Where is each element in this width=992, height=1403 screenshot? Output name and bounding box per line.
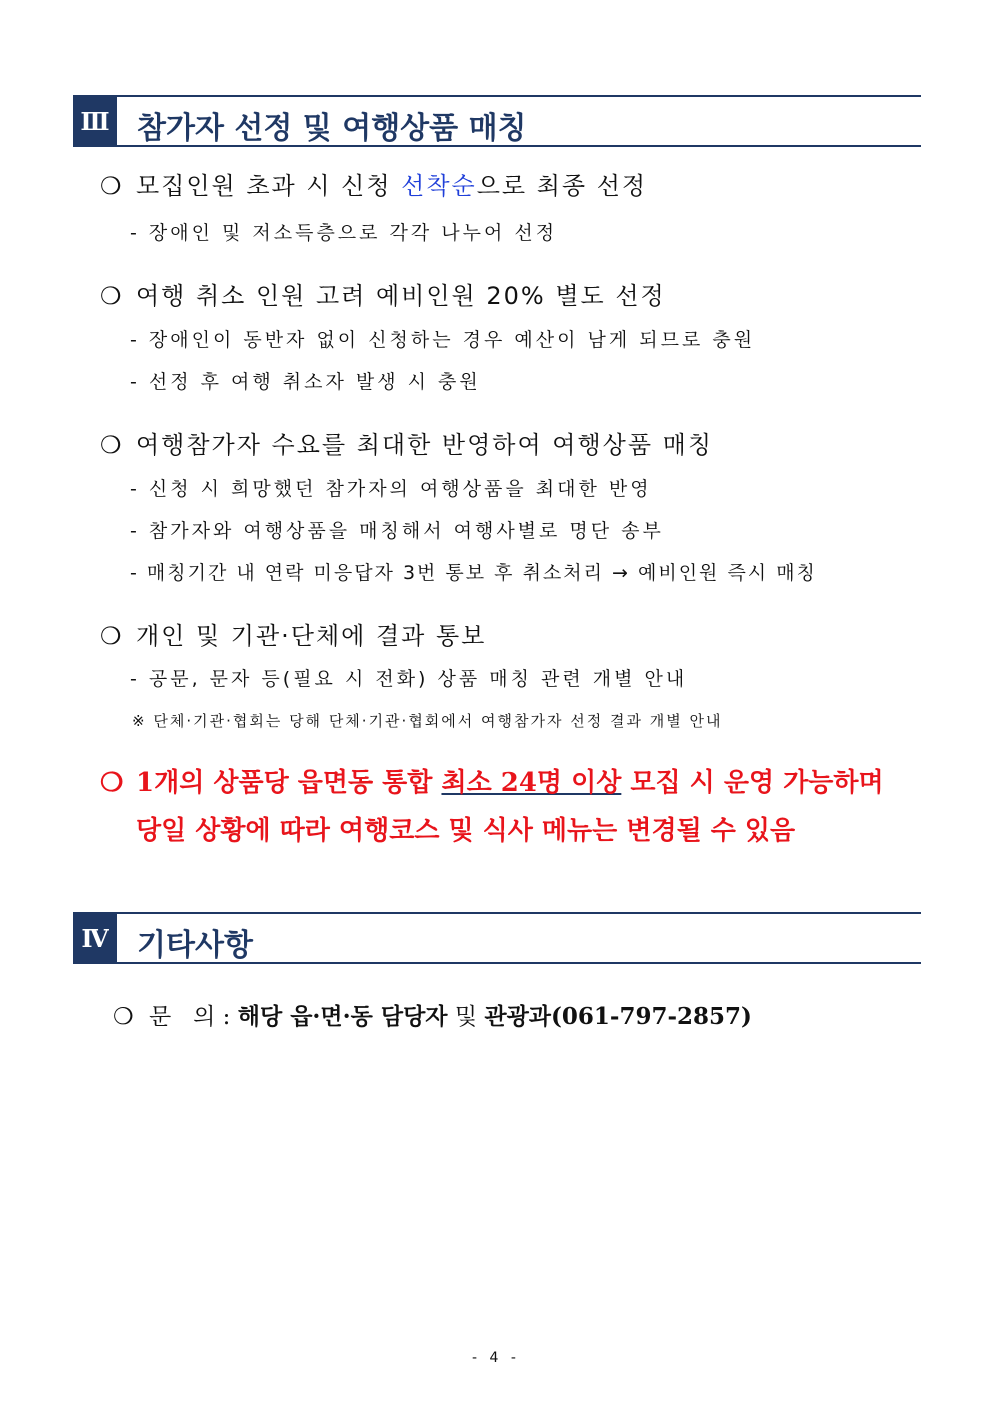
note-text: ※ 단체·기관·협회는 당해 단체·기관·협회에서 여행참가자 선정 결과 개별 안내 (132, 712, 723, 730)
red-text-after: 모집 시 운영 가능하며 (621, 768, 884, 798)
section-title-4: 기타사항 (137, 928, 253, 963)
bullet-item-4 (100, 616, 486, 651)
contact-separator: : (215, 1004, 238, 1030)
circle-bullet-icon: ❍ (113, 1004, 134, 1030)
bullet-item-2 (100, 276, 666, 311)
contact-conj: 및 (447, 1004, 485, 1030)
bullet-text-after: 으로 최종 선정 (476, 172, 648, 200)
section-title-3: 참가자 선정 및 여행상품 매칭 (137, 111, 527, 146)
bullet-text: 여행참가자 수요를 최대한 반영하여 여행상품 매칭 (136, 431, 714, 459)
header-top-rule (117, 912, 921, 914)
header-top-rule (117, 95, 921, 97)
contact-line (113, 998, 752, 1031)
bullet-text-before: 모집인원 초과 시 신청 (136, 172, 402, 200)
section-header-3 (73, 95, 921, 147)
sub-item: - 장애인 및 저소득층으로 각각 나누어 선정 (130, 222, 558, 244)
section-header-4 (73, 912, 921, 964)
bullet-text: 개인 및 기관·단체에 결과 통보 (136, 622, 487, 650)
section-number-3: Ⅲ (73, 95, 117, 147)
red-underlined-text: 최소 24명 이상 (441, 768, 622, 798)
contact-target: 해당 읍·면·동 담당자 (237, 1003, 448, 1030)
red-bullet-line-1 (100, 762, 884, 799)
contact-department-phone: 관광과(061-797-2857) (484, 1003, 752, 1030)
section-number-4: Ⅳ (73, 912, 117, 964)
circle-bullet-icon: ❍ (100, 622, 124, 650)
contact-label: 문 의 (149, 1004, 216, 1030)
bullet-text: 여행 취소 인원 고려 예비인원 20% 별도 선정 (136, 282, 666, 310)
sub-item: - 선정 후 여행 취소자 발생 시 충원 (130, 371, 481, 393)
sub-item: - 공문, 문자 등(필요 시 전화) 상품 매칭 관련 개별 안내 (130, 668, 688, 690)
sub-item: - 신청 시 희망했던 참가자의 여행상품을 최대한 반영 (130, 478, 652, 500)
sub-item: - 매칭기간 내 연락 미응답자 3번 통보 후 취소처리 → 예비인원 즉시 매칭 (130, 562, 817, 584)
circle-bullet-icon: ❍ (100, 282, 124, 310)
sub-item: - 참가자와 여행상품을 매칭해서 여행사별로 명단 송부 (130, 520, 664, 542)
circle-bullet-icon: ❍ (100, 172, 124, 200)
red-text-before: 1개의 상품당 읍면동 통합 (136, 768, 442, 798)
circle-bullet-icon: ❍ (100, 768, 124, 798)
circle-bullet-icon: ❍ (100, 431, 124, 459)
bullet-item-3 (100, 425, 713, 460)
red-bullet-line-2: 당일 상황에 따라 여행코스 및 식사 메뉴는 변경될 수 있음 (136, 816, 796, 846)
sub-item: - 장애인이 동반자 없이 신청하는 경우 예산이 남게 되므로 충원 (130, 329, 756, 351)
bullet-highlight-text: 선착순 (401, 172, 477, 200)
bullet-item-1 (100, 166, 647, 201)
page-number: - 4 - (472, 1350, 520, 1366)
